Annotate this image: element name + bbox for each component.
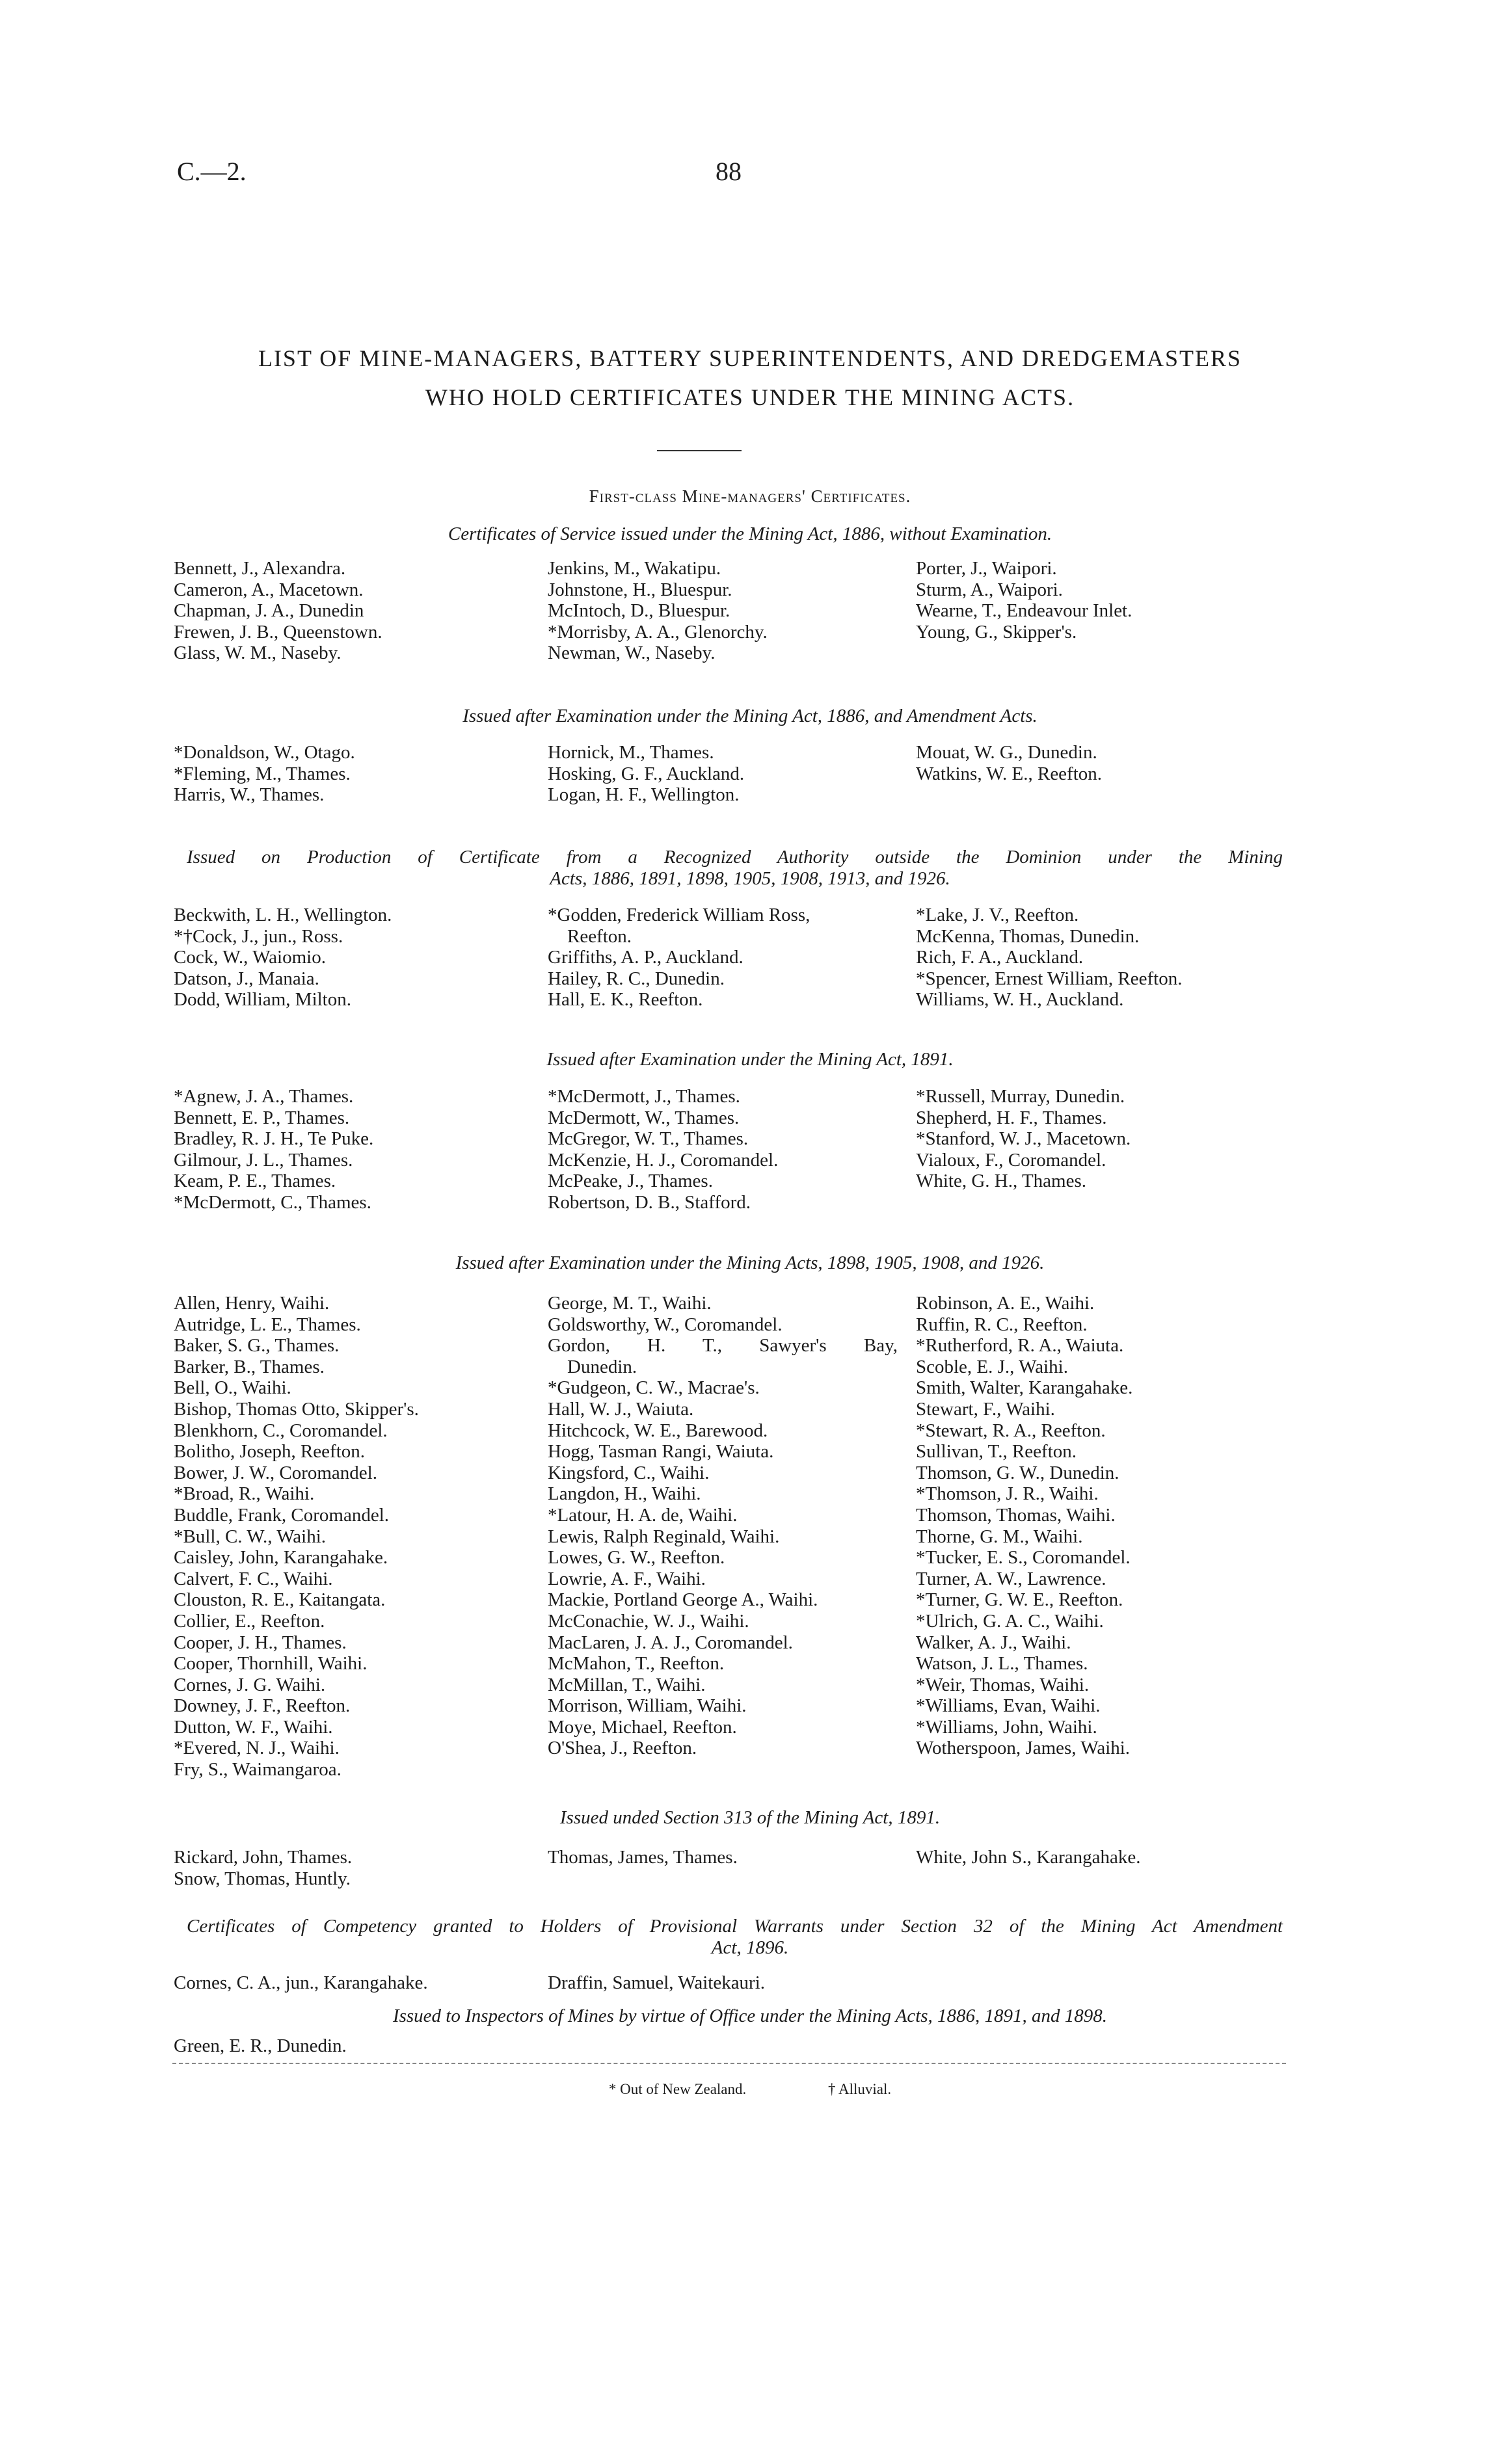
list-item: Turner, A. W., Lawrence. [916,1568,1106,1589]
name-column [174,1293,512,1781]
list-item: Jenkins, M., Wakatipu. [548,558,721,579]
name-column [174,558,512,664]
list-item: Williams, W. H., Auckland. [916,989,1124,1011]
footnotes [130,2081,1370,2098]
list-item: Baker, S. G., Thames. [174,1335,340,1357]
list-item: *Evered, N. J., Waihi. [174,1738,340,1759]
name-column [174,742,512,806]
document-code: C.—2. [177,157,247,186]
list-item: Hall, E. K., Reefton. [548,989,703,1011]
list-item: Stewart, F., Waihi. [916,1398,1055,1420]
list-item: *Godden, Frederick William Ross, [548,905,810,925]
list-item: Porter, J., Waipori. [916,558,1057,579]
list-item: *McDermott, J., Thames. [548,1086,740,1107]
list-item: Goldsworthy, W., Coromandel. [548,1314,783,1335]
list-item: *Tucker, E. S., Coromandel. [916,1547,1131,1569]
list-item: Blenkhorn, C., Coromandel. [174,1420,388,1441]
list-item: Griffiths, A. P., Auckland. [548,947,743,968]
list-item: *†Cock, J., jun., Ross. [174,925,343,947]
name-column [916,1086,1319,1192]
section-heading: First-class Mine-managers' Certificates. [589,486,911,506]
list-item: *Russell, Murray, Dunedin. [916,1086,1125,1107]
list-item: White, G. H., Thames. [916,1171,1087,1192]
list-item: Bennett, E. P., Thames. [174,1107,350,1128]
list-item: Thomson, Thomas, Waihi. [916,1504,1116,1526]
list-item: Thomas, James, Thames. [548,1847,738,1868]
footnote-divider [172,2063,1286,2064]
list-item: McMillan, T., Waihi. [548,1674,706,1695]
list-item: *Gudgeon, C. W., Macrae's. [548,1377,760,1399]
list-item: Lowrie, A. F., Waihi. [548,1568,706,1589]
list-item: Shepherd, H. F., Thames. [916,1107,1107,1128]
list-item: Snow, Thomas, Huntly. [174,1868,351,1889]
name-column [548,558,912,664]
list-item: Downey, J. F., Reefton. [174,1695,351,1717]
list-item: Beckwith, L. H., Wellington. [174,905,392,925]
list-item: Bradley, R. J. H., Te Puke. [174,1128,374,1150]
page-title-line-1: LIST OF MINE-MANAGERS, BATTERY SUPERINTENDENTS, AND DREDGEMASTERS [258,345,1242,371]
list-item: Draffin, Samuel, Waitekauri. [548,1972,766,1993]
list-item: *Spencer, Ernest William, Reefton. [916,968,1183,989]
footnote-star: * Out of New Zealand. [608,2081,747,2097]
list-item: Robinson, A. E., Waihi. [916,1293,1095,1314]
name-column [548,1293,912,1759]
name-column [548,905,912,1011]
list-item: Hall, W. J., Waiuta. [548,1398,694,1420]
list-item: McIntoch, D., Bluespur. [548,600,730,622]
list-item: Bennett, J., Alexandra. [174,558,346,579]
group-subheading: Certificates of Service issued under the Mining Act, 1886, without Examination. [448,523,1052,544]
list-item: Bishop, Thomas Otto, Skipper's. [174,1398,419,1420]
list-item: *Broad, R., Waihi. [174,1483,315,1505]
list-item: McPeake, J., Thames. [548,1171,713,1192]
list-item: Frewen, J. B., Queenstown. [174,621,382,642]
group-subheading: Issued after Examination under the Mining Act, 1891. [546,1049,954,1070]
list-item: *Donaldson, W., Otago. [174,742,355,763]
list-item: Sullivan, T., Reefton. [916,1441,1077,1463]
list-item: Dutton, W. F., Waihi. [174,1716,333,1738]
group-subheading: Issued to Inspectors of Mines by virtue of Office under the Mining Acts, 1886, 1891, and 1898. [392,2006,1108,2026]
list-item: Glass, W. M., Naseby. [174,642,342,664]
list-item: George, M. T., Waihi. [548,1293,712,1314]
list-item: Fry, S., Waimangaroa. [174,1759,342,1781]
list-item: Newman, W., Naseby. [548,642,716,664]
list-item: Watkins, W. E., Reefton. [916,763,1103,784]
list-item: *Williams, John, Waihi. [916,1716,1097,1738]
list-item: *Fleming, M., Thames. [174,763,351,784]
list-item: Allen, Henry, Waihi. [174,1293,330,1314]
list-item: Smith, Walter, Karangahake. [916,1377,1133,1399]
list-item: Logan, H. F., Wellington. [548,784,740,806]
list-item: Bower, J. W., Coromandel. [174,1462,377,1483]
group-subheading: Issued on Production of Certificate from a Recognized Authority outside the Dominion under the Mining [187,847,1283,868]
list-item: Cooper, Thornhill, Waihi. [174,1653,368,1675]
list-item: McKenna, Thomas, Dunedin. [916,925,1140,947]
list-item: Walker, A. J., Waihi. [916,1632,1071,1653]
list-item: Sturm, A., Waipori. [916,579,1063,600]
name-column [174,2035,512,2057]
page-title-line-2: WHO HOLD CERTIFICATES UNDER THE MINING ACTS. [425,384,1075,410]
list-item: Scoble, E. J., Waihi. [916,1356,1068,1377]
list-item: Watson, J. L., Thames. [916,1653,1088,1675]
list-item: Caisley, John, Karangahake. [174,1547,388,1569]
group-subheading: Certificates of Competency granted to Holders of Provisional Warrants under Section 32 of the Mining Act Amendment [187,1916,1283,1937]
list-item: Vialoux, F., Coromandel. [916,1149,1106,1171]
list-item: Hitchcock, W. E., Barewood. [548,1420,768,1441]
name-column [174,1086,512,1213]
list-item: Datson, J., Manaia. [174,968,319,989]
list-item: Ruffin, R. C., Reefton. [916,1314,1088,1335]
list-item: *Morrisby, A. A., Glenorchy. [548,621,768,642]
list-item: Cameron, A., Macetown. [174,579,364,600]
list-item: Kingsford, C., Waihi. [548,1462,710,1483]
list-item: O'Shea, J., Reefton. [548,1738,697,1759]
list-item: McConachie, W. J., Waihi. [548,1610,749,1632]
name-column [916,905,1319,1011]
list-item: Reefton. [567,925,632,947]
list-item: *Weir, Thomas, Waihi. [916,1674,1090,1695]
name-column [548,1086,912,1213]
list-item: Clouston, R. E., Kaitangata. [174,1589,386,1611]
group-subheading-continued: Acts, 1886, 1891, 1898, 1905, 1908, 1913, and 1926. [550,868,950,889]
list-item: Gordon, H. T., Sawyer's Bay, [548,1335,898,1357]
group-subheading: Issued after Examination under the Mining Act, 1886, and Amendment Acts. [462,706,1038,726]
list-item: Green, E. R., Dunedin. [174,2035,347,2056]
name-column [174,1847,512,1889]
list-item: Autridge, L. E., Thames. [174,1314,361,1335]
list-item: Morrison, William, Waihi. [548,1695,747,1717]
list-item: Keam, P. E., Thames. [174,1171,336,1192]
list-item: Mouat, W. G., Dunedin. [916,742,1097,763]
list-item: Bolitho, Joseph, Reefton. [174,1441,366,1463]
group-subheading-continued: Act, 1896. [711,1937,789,1958]
page-number: 88 [716,157,742,186]
list-item: White, John S., Karangahake. [916,1847,1141,1868]
name-column [548,742,912,806]
list-item: *Lake, J. V., Reefton. [916,905,1079,925]
list-item: Buddle, Frank, Coromandel. [174,1504,390,1526]
list-item: Hogg, Tasman Rangi, Waiuta. [548,1441,774,1463]
list-item: Gilmour, J. L., Thames. [174,1149,353,1171]
list-item: Lowes, G. W., Reefton. [548,1547,725,1569]
list-item: Moye, Michael, Reefton. [548,1716,737,1738]
name-column [916,558,1319,642]
group-subheading: Issued unded Section 313 of the Mining Act, 1891. [559,1807,941,1828]
list-item: Robertson, D. B., Stafford. [548,1191,751,1213]
list-item: Lewis, Ralph Reginald, Waihi. [548,1526,780,1547]
list-item: McKenzie, H. J., Coromandel. [548,1149,779,1171]
list-item: Wotherspoon, James, Waihi. [916,1738,1131,1759]
list-item: Hailey, R. C., Dunedin. [548,968,725,989]
name-column [916,1847,1319,1868]
list-item: MacLaren, J. A. J., Coromandel. [548,1632,793,1653]
list-item: *Bull, C. W., Waihi. [174,1526,326,1547]
list-item: Chapman, J. A., Dunedin [174,600,364,622]
list-item: Bell, O., Waihi. [174,1377,291,1399]
list-item: Cock, W., Waiomio. [174,947,326,968]
list-item: Hosking, G. F., Auckland. [548,763,745,784]
list-item: Rickard, John, Thames. [174,1847,353,1868]
list-item: *Williams, Evan, Waihi. [916,1695,1101,1717]
list-item: McMahon, T., Reefton. [548,1653,725,1675]
name-column [916,1293,1319,1759]
list-item: Thorne, G. M., Waihi. [916,1526,1083,1547]
name-column [174,905,512,1011]
list-item: *Turner, G. W. E., Reefton. [916,1589,1123,1611]
list-item: McGregor, W. T., Thames. [548,1128,749,1150]
list-item: Harris, W., Thames. [174,784,325,806]
list-item: Thomson, G. W., Dunedin. [916,1462,1119,1483]
list-item: Cornes, J. G. Waihi. [174,1674,326,1695]
list-item: *Stewart, R. A., Reefton. [916,1420,1106,1441]
name-column [174,1972,512,1994]
list-item: Cooper, J. H., Thames. [174,1632,347,1653]
list-item: *Rutherford, R. A., Waiuta. [916,1335,1124,1357]
list-item: *Agnew, J. A., Thames. [174,1086,354,1107]
list-item: Collier, E., Reefton. [174,1610,325,1632]
list-item: *Stanford, W. J., Macetown. [916,1128,1131,1150]
list-item: Dodd, William, Milton. [174,989,351,1011]
list-item: Mackie, Portland George A., Waihi. [548,1589,818,1611]
list-item: Wearne, T., Endeavour Inlet. [916,600,1132,622]
list-item: *Thomson, J. R., Waihi. [916,1483,1099,1505]
list-item: McDermott, W., Thames. [548,1107,740,1128]
list-item: Calvert, F. C., Waihi. [174,1568,333,1589]
name-column [916,742,1319,784]
title-divider [657,450,742,451]
list-item: Dunedin. [567,1356,637,1377]
footnote-dagger: † Alluvial. [828,2081,892,2097]
list-item: Langdon, H., Waihi. [548,1483,701,1505]
list-item: Johnstone, H., Bluespur. [548,579,732,600]
list-item: Barker, B., Thames. [174,1356,325,1377]
list-item: *McDermott, C., Thames. [174,1191,371,1213]
list-item: *Latour, H. A. de, Waihi. [548,1504,738,1526]
list-item: Hornick, M., Thames. [548,742,714,763]
list-item: Young, G., Skipper's. [916,621,1077,642]
group-subheading: Issued after Examination under the Mining Acts, 1898, 1905, 1908, and 1926. [455,1252,1045,1273]
name-column [548,1847,912,1868]
name-column [548,1972,912,1994]
list-item: *Ulrich, G. A. C., Waihi. [916,1610,1104,1632]
list-item: Rich, F. A., Auckland. [916,947,1084,968]
list-item: Cornes, C. A., jun., Karangahake. [174,1972,428,1993]
